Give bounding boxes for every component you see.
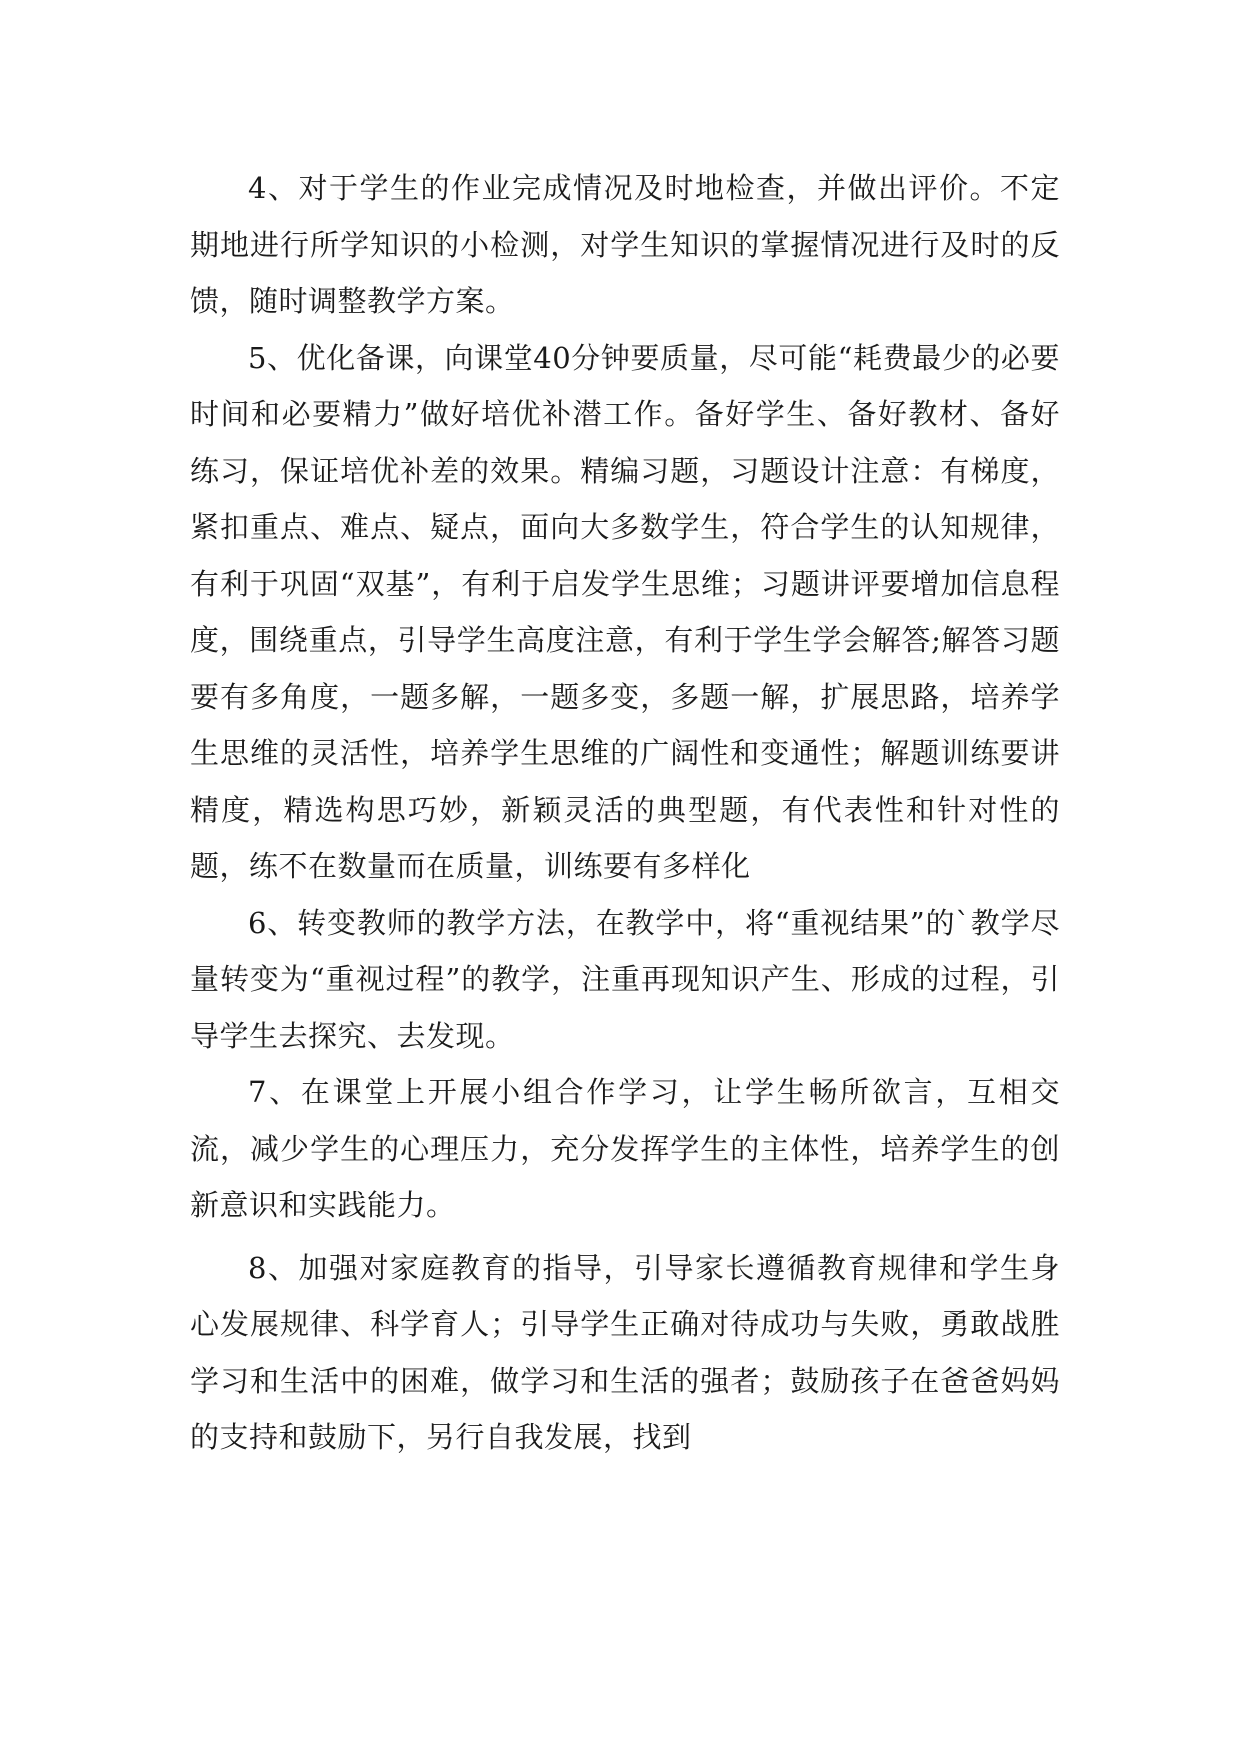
paragraph-7: 7、在课堂上开展小组合作学习，让学生畅所欲言，互相交流，减少学生的心理压力，充分发挥学生的主体性，培养学生的创新意识和实践能力。 <box>190 1075 1060 1222</box>
paragraph-4: 4、对于学生的作业完成情况及时地检查，并做出评价。不定期地进行所学知识的小检测，对学生知识的掌握情况进行及时的反馈，随时调整教学方案。 <box>190 171 1060 318</box>
paragraph-5: 5、优化备课，向课堂40分钟要质量，尽可能“耗费最少的必要时间和必要精力”做好培优补潜工作。备好学生、备好教材、备好练习，保证培优补差的效果。精编习题，习题设计注意：有梯度，紧扣重点、难点、疑点，面向大多数学生，符合学生的认知规律，有利于巩固“双基”，有利于启发学生思维；习题讲评要增加信息程度，围绕重点，引导学生高度注意，有利于学生学会解答;解答习题要有多角度，一题多解，一题多变，多题一解，扩展思路，培养学生思维的灵活性，培养学生思维的广阔性和变通性；解题训练要讲精度，精选构思巧妙，新颖灵活的典型题，有代表性和针对性的题，练不在数量而在质量，训练要有多样化 <box>190 340 1060 883</box>
paragraph-8: 8、加强对家庭教育的指导，引导家长遵循教育规律和学生身心发展规律、科学育人；引导学生正确对待成功与失败，勇敢战胜学习和生活中的困难，做学习和生活的强者；鼓励孩子在爸爸妈妈的支持和鼓励下，另行自我发展，找到 <box>190 1250 1060 1454</box>
document-body <box>190 160 1060 1466</box>
paragraph-6: 6、转变教师的教学方法，在教学中，将“重视结果”的`教学尽量转变为“重视过程”的教学，注重再现知识产生、形成的过程，引导学生去探究、去发现。 <box>190 905 1060 1053</box>
